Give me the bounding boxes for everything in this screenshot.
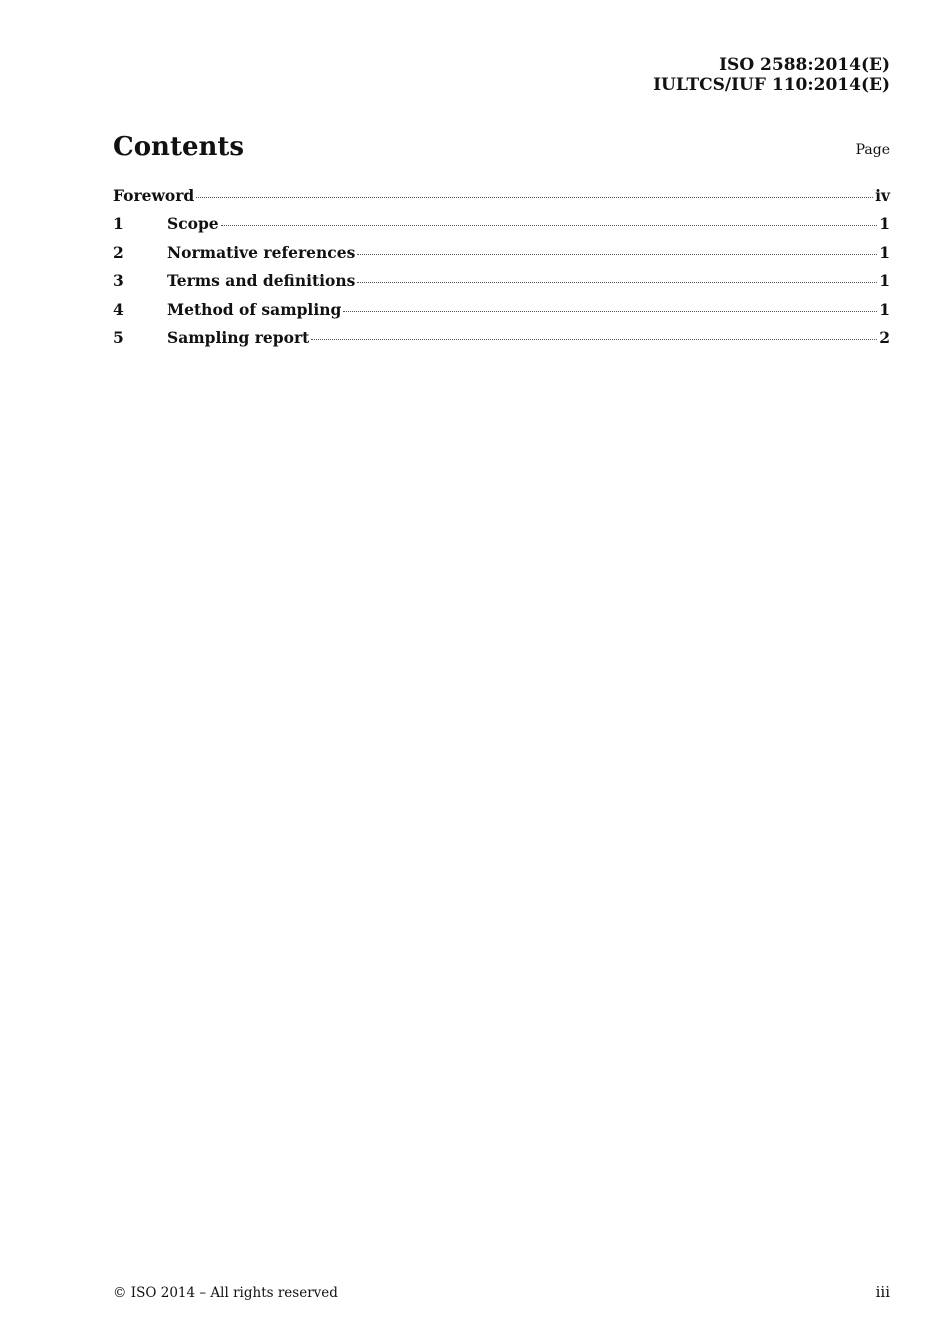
- toc-entry-sampling-report[interactable]: [113, 327, 890, 355]
- table-of-contents: [113, 185, 890, 355]
- toc-entry-terms-and-definitions[interactable]: [113, 270, 890, 298]
- toc-entry-page: 1: [879, 242, 890, 262]
- toc-entry-foreword[interactable]: [113, 185, 890, 213]
- page-number: iii: [875, 1283, 890, 1301]
- toc-entry-title: Terms and definitions: [167, 271, 356, 291]
- toc-entry-scope[interactable]: [113, 213, 890, 241]
- toc-entry-page: 1: [879, 271, 890, 291]
- dot-leader: [221, 225, 878, 226]
- toc-entry-method-of-sampling[interactable]: [113, 299, 890, 327]
- toc-entry-title: Normative references: [167, 242, 356, 262]
- toc-entry-page: 2: [879, 327, 890, 347]
- toc-entry-number: 3: [113, 271, 124, 291]
- toc-entry-page: iv: [875, 186, 890, 205]
- standard-designation-iso: ISO 2588:2014(E): [719, 55, 890, 75]
- contents-heading: Contents: [113, 132, 245, 162]
- toc-entry-page: 1: [879, 299, 890, 319]
- toc-entry-normative-references[interactable]: [113, 242, 890, 270]
- toc-entry-number: 4: [113, 299, 124, 319]
- toc-entry-number: 5: [113, 327, 124, 347]
- document-header: [653, 55, 890, 95]
- dot-leader: [357, 282, 877, 283]
- dot-leader: [357, 254, 877, 255]
- dot-leader: [196, 197, 873, 198]
- toc-entry-number: 2: [113, 242, 124, 262]
- copyright-notice: © ISO 2014 – All rights reserved: [113, 1285, 338, 1301]
- toc-entry-title: Method of sampling: [167, 299, 342, 319]
- page-column-label: Page: [855, 142, 890, 158]
- toc-entry-number: 1: [113, 214, 124, 234]
- toc-entry-page: 1: [879, 214, 890, 234]
- dot-leader: [311, 339, 877, 340]
- standard-designation-iultcs: IULTCS/IUF 110:2014(E): [653, 75, 890, 95]
- dot-leader: [343, 311, 877, 312]
- toc-entry-title: Scope: [167, 214, 219, 234]
- toc-entry-title: Sampling report: [167, 327, 310, 347]
- toc-entry-title: Foreword: [113, 186, 195, 205]
